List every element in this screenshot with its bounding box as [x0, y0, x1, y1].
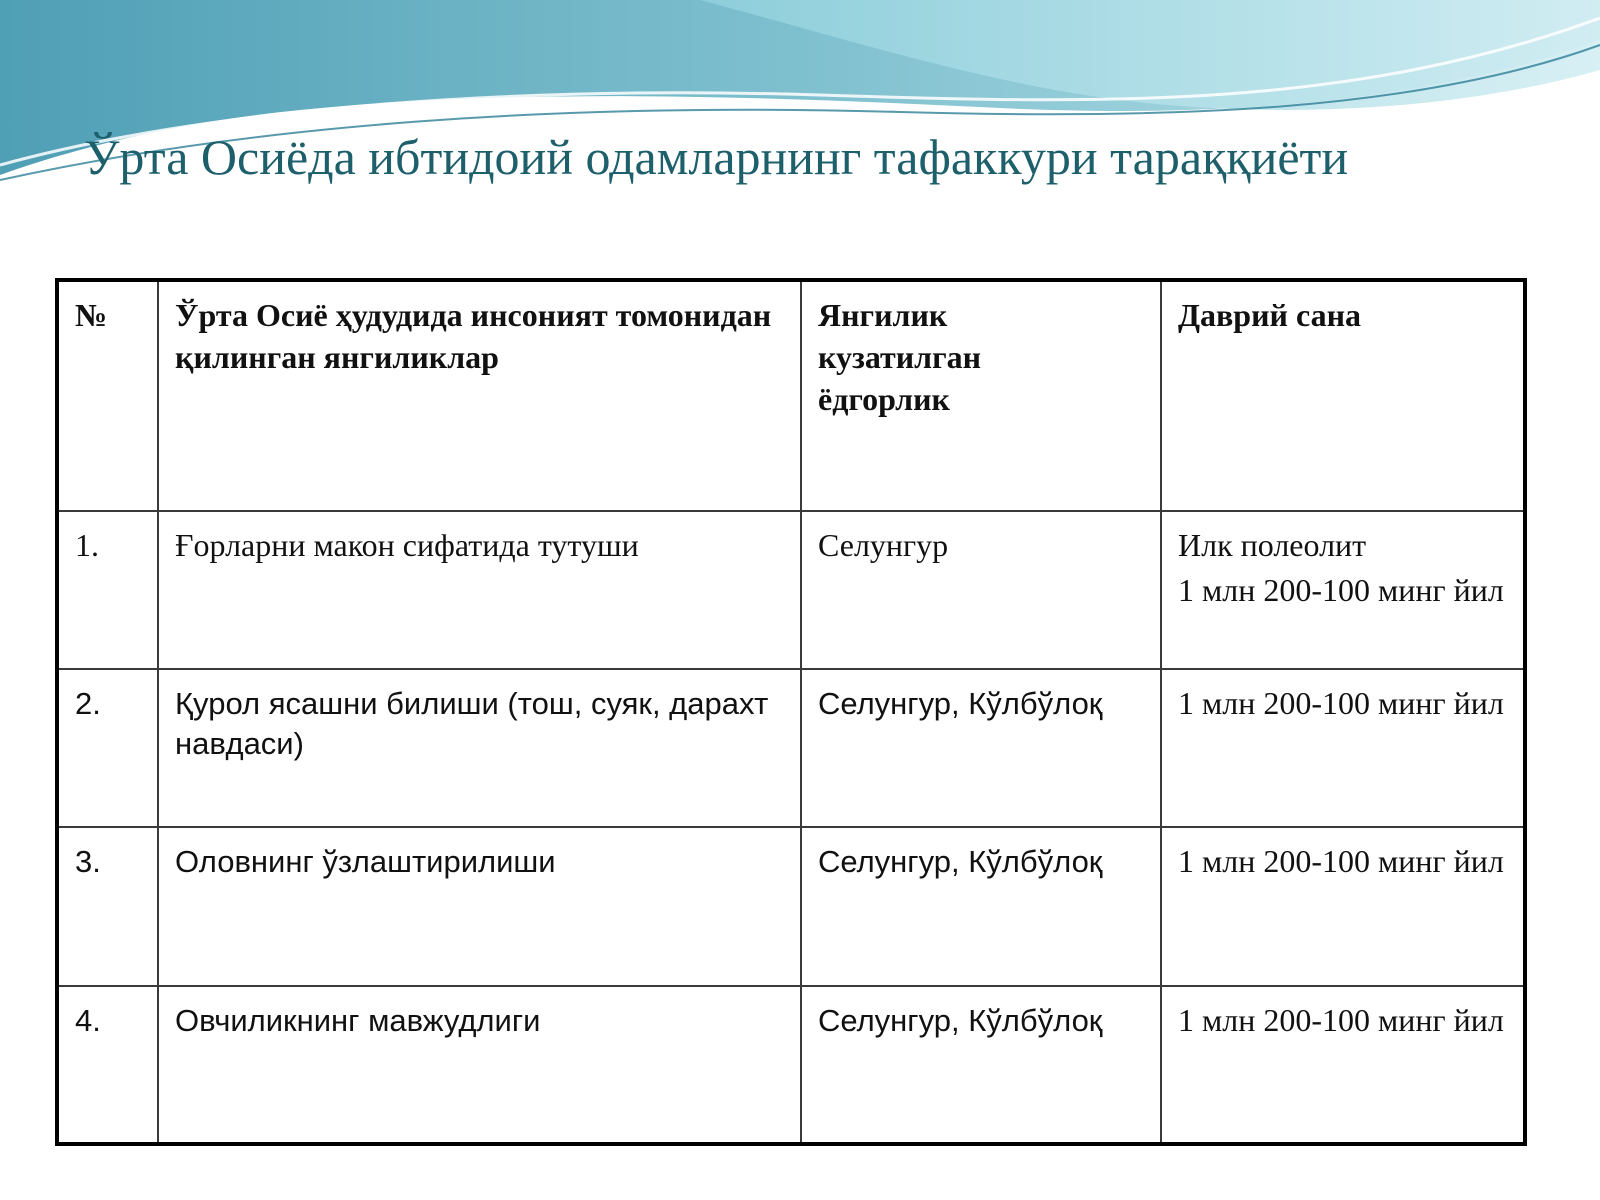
table-row [57, 827, 1525, 985]
row-site: Селунгур, Кўлбўлоқ [801, 986, 1161, 1144]
row-innovation: Қурол ясашни билиши (тош, суяк, дарахт навдаси) [158, 669, 801, 827]
innovations-table [55, 278, 1527, 1146]
table-row [57, 669, 1525, 827]
row-num: 1. [57, 511, 158, 669]
row-date-cell [1161, 511, 1525, 669]
header-date: Даврий сана [1161, 280, 1525, 511]
row-date: 1 млн 200-100 минг йил [1161, 669, 1525, 827]
row-num: 4. [57, 986, 158, 1144]
row-num: 2. [57, 669, 158, 827]
header-num: № [57, 280, 158, 511]
row-site: Селунгур [801, 511, 1161, 669]
table-row [57, 511, 1525, 669]
header-site: Янгилик кузатилган ёдгорлик [801, 280, 1161, 511]
table-header-row [57, 280, 1525, 511]
row-date: 1 млн 200-100 минг йил [1161, 986, 1525, 1144]
row-site: Селунгур, Кўлбўлоқ [801, 827, 1161, 985]
table-row [57, 986, 1525, 1144]
row-site: Селунгур, Кўлбўлоқ [801, 669, 1161, 827]
row-date: 1 млн 200-100 минг йил [1178, 571, 1504, 608]
row-innovation: Овчиликнинг мавжудлиги [158, 986, 801, 1144]
header-innovation: Ўрта Осиё ҳудудида инсоният томонидан қилинган янгиликлар [158, 280, 801, 511]
row-date: 1 млн 200-100 минг йил [1161, 827, 1525, 985]
row-period: Илк полеолит [1178, 526, 1367, 563]
row-num: 3. [57, 827, 158, 985]
page-title: Ўрта Осиёда ибтидоий одамларнинг тафаккури тараққиёти [84, 129, 1349, 185]
row-innovation: Оловнинг ўзлаштирилиши [158, 827, 801, 985]
row-innovation: Ғорларни макон сифатида тутуши [158, 511, 801, 669]
